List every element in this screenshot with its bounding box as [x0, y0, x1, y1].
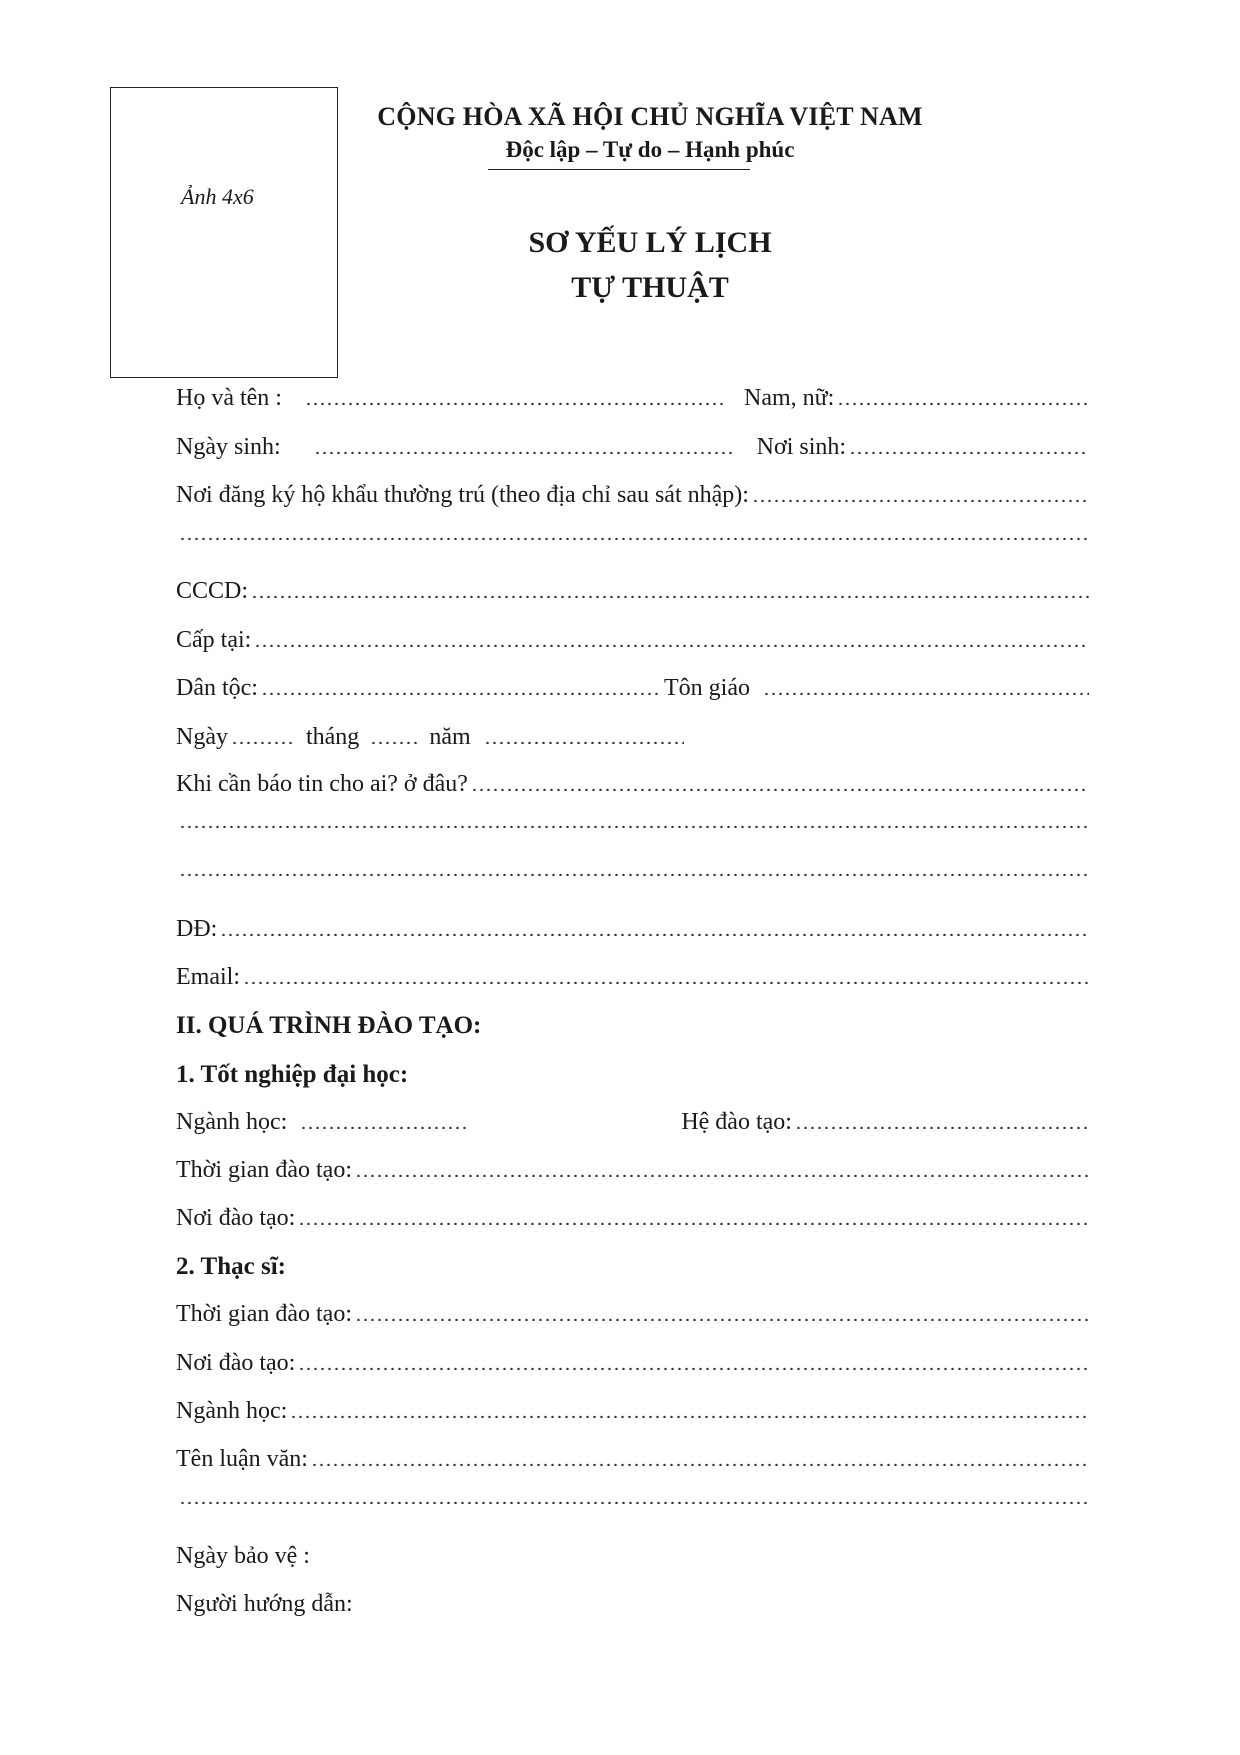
master-major-label: Ngành học: [176, 1398, 288, 1424]
residence-field-line2[interactable] [179, 530, 1089, 540]
master-place-row [176, 1350, 1092, 1384]
year-label: năm [429, 724, 471, 750]
email-row [176, 964, 1092, 998]
id-card-field[interactable] [251, 588, 1089, 598]
issued-at-label: Cấp tại: [176, 627, 252, 653]
contact-row [176, 771, 1092, 805]
religion-label: Tôn giáo [663, 675, 750, 701]
national-motto: Độc lập – Tự do – Hạnh phúc [505, 137, 795, 162]
id-card-row [176, 578, 1092, 612]
gender-label: Nam, nữ: [743, 385, 835, 411]
university-place-field[interactable] [298, 1215, 1089, 1225]
motto-underline [488, 169, 750, 170]
photo-placeholder [110, 87, 338, 378]
university-duration-field[interactable] [355, 1167, 1089, 1177]
document-title: SƠ YẾU LÝ LỊCH [528, 226, 772, 259]
thesis-field[interactable] [311, 1456, 1089, 1466]
master-duration-label: Thời gian đào tạo: [176, 1301, 352, 1327]
document-subtitle: TỰ THUẬT [571, 271, 729, 304]
master-heading-row [176, 1253, 1092, 1287]
residence-label: Nơi đăng ký hộ khẩu thường trú (theo địa chỉ sau sát nhập): [176, 482, 749, 508]
phone-label: DĐ: [176, 916, 218, 942]
master-place-label: Nơi đào tạo: [176, 1350, 296, 1376]
defense-date-row [176, 1543, 1092, 1577]
religion-field[interactable] [763, 685, 1089, 695]
master-major-field[interactable] [290, 1408, 1089, 1418]
photo-label: Ảnh 4x6 [181, 184, 254, 209]
full-name-field[interactable] [305, 395, 725, 405]
birth-place-label: Nơi sinh: [756, 434, 847, 460]
date-row [176, 724, 1092, 758]
contact-continued-row-2 [176, 866, 1092, 900]
residence-continued-row [176, 530, 1092, 564]
issued-at-field[interactable] [254, 637, 1089, 647]
ethnicity-row [176, 675, 1092, 709]
supervisor-label: Người hướng dẫn: [176, 1591, 353, 1617]
id-card-label: CCCD: [176, 578, 249, 604]
defense-date-label: Ngày bảo vệ : [176, 1543, 310, 1569]
day-label: Ngày [176, 724, 228, 750]
birth-date-label: Ngày sinh: [176, 434, 281, 460]
phone-field[interactable] [220, 926, 1089, 936]
university-duration-row [176, 1157, 1092, 1191]
university-place-label: Nơi đào tạo: [176, 1205, 296, 1231]
master-major-row [176, 1398, 1092, 1432]
phone-row [176, 916, 1092, 950]
contact-field-line3[interactable] [179, 866, 1089, 876]
training-type-field[interactable] [795, 1119, 1089, 1129]
supervisor-row [176, 1591, 1092, 1625]
master-heading: 2. Thạc sĩ: [176, 1253, 286, 1280]
university-major-row [176, 1109, 1092, 1143]
residence-field[interactable] [752, 492, 1089, 502]
contact-label: Khi cần báo tin cho ai? ở đâu? [176, 771, 468, 797]
thesis-continued-row [176, 1494, 1092, 1528]
national-title: CỘNG HÒA XÃ HỘI CHỦ NGHĨA VIỆT NAM [377, 102, 923, 131]
birth-row [176, 434, 1092, 468]
ethnicity-field[interactable] [261, 685, 661, 695]
thesis-field-line2[interactable] [179, 1494, 1089, 1504]
email-label: Email: [176, 964, 240, 990]
university-major-field[interactable] [300, 1119, 470, 1129]
master-place-field[interactable] [298, 1360, 1089, 1370]
contact-field[interactable] [471, 781, 1089, 791]
university-major-label: Ngành học: [176, 1109, 288, 1135]
ethnicity-label: Dân tộc: [176, 675, 258, 701]
training-type-label: Hệ đào tạo: [681, 1109, 792, 1135]
university-duration-label: Thời gian đào tạo: [176, 1157, 352, 1183]
gender-field[interactable] [837, 395, 1089, 405]
month-label: tháng [305, 724, 360, 750]
master-duration-field[interactable] [355, 1311, 1089, 1321]
university-heading-row [176, 1061, 1092, 1095]
thesis-row [176, 1446, 1092, 1480]
education-section-title: II. QUÁ TRÌNH ĐÀO TẠO: [176, 1012, 482, 1039]
year-field[interactable] [484, 734, 684, 744]
month-field[interactable] [370, 734, 418, 744]
full-name-label: Họ và tên : [176, 385, 282, 411]
university-place-row [176, 1205, 1092, 1239]
full-name-row [176, 385, 1092, 419]
master-duration-row [176, 1301, 1092, 1335]
university-heading: 1. Tốt nghiệp đại học: [176, 1061, 409, 1088]
residence-row [176, 482, 1092, 516]
birth-place-field[interactable] [849, 444, 1089, 454]
issued-at-row [176, 627, 1092, 661]
thesis-label: Tên luận văn: [176, 1446, 308, 1472]
day-field[interactable] [231, 734, 293, 744]
birth-date-field[interactable] [314, 444, 734, 454]
email-field[interactable] [243, 974, 1089, 984]
contact-continued-row [176, 818, 1092, 852]
education-heading-row [176, 1012, 1092, 1046]
contact-field-line2[interactable] [179, 818, 1089, 828]
